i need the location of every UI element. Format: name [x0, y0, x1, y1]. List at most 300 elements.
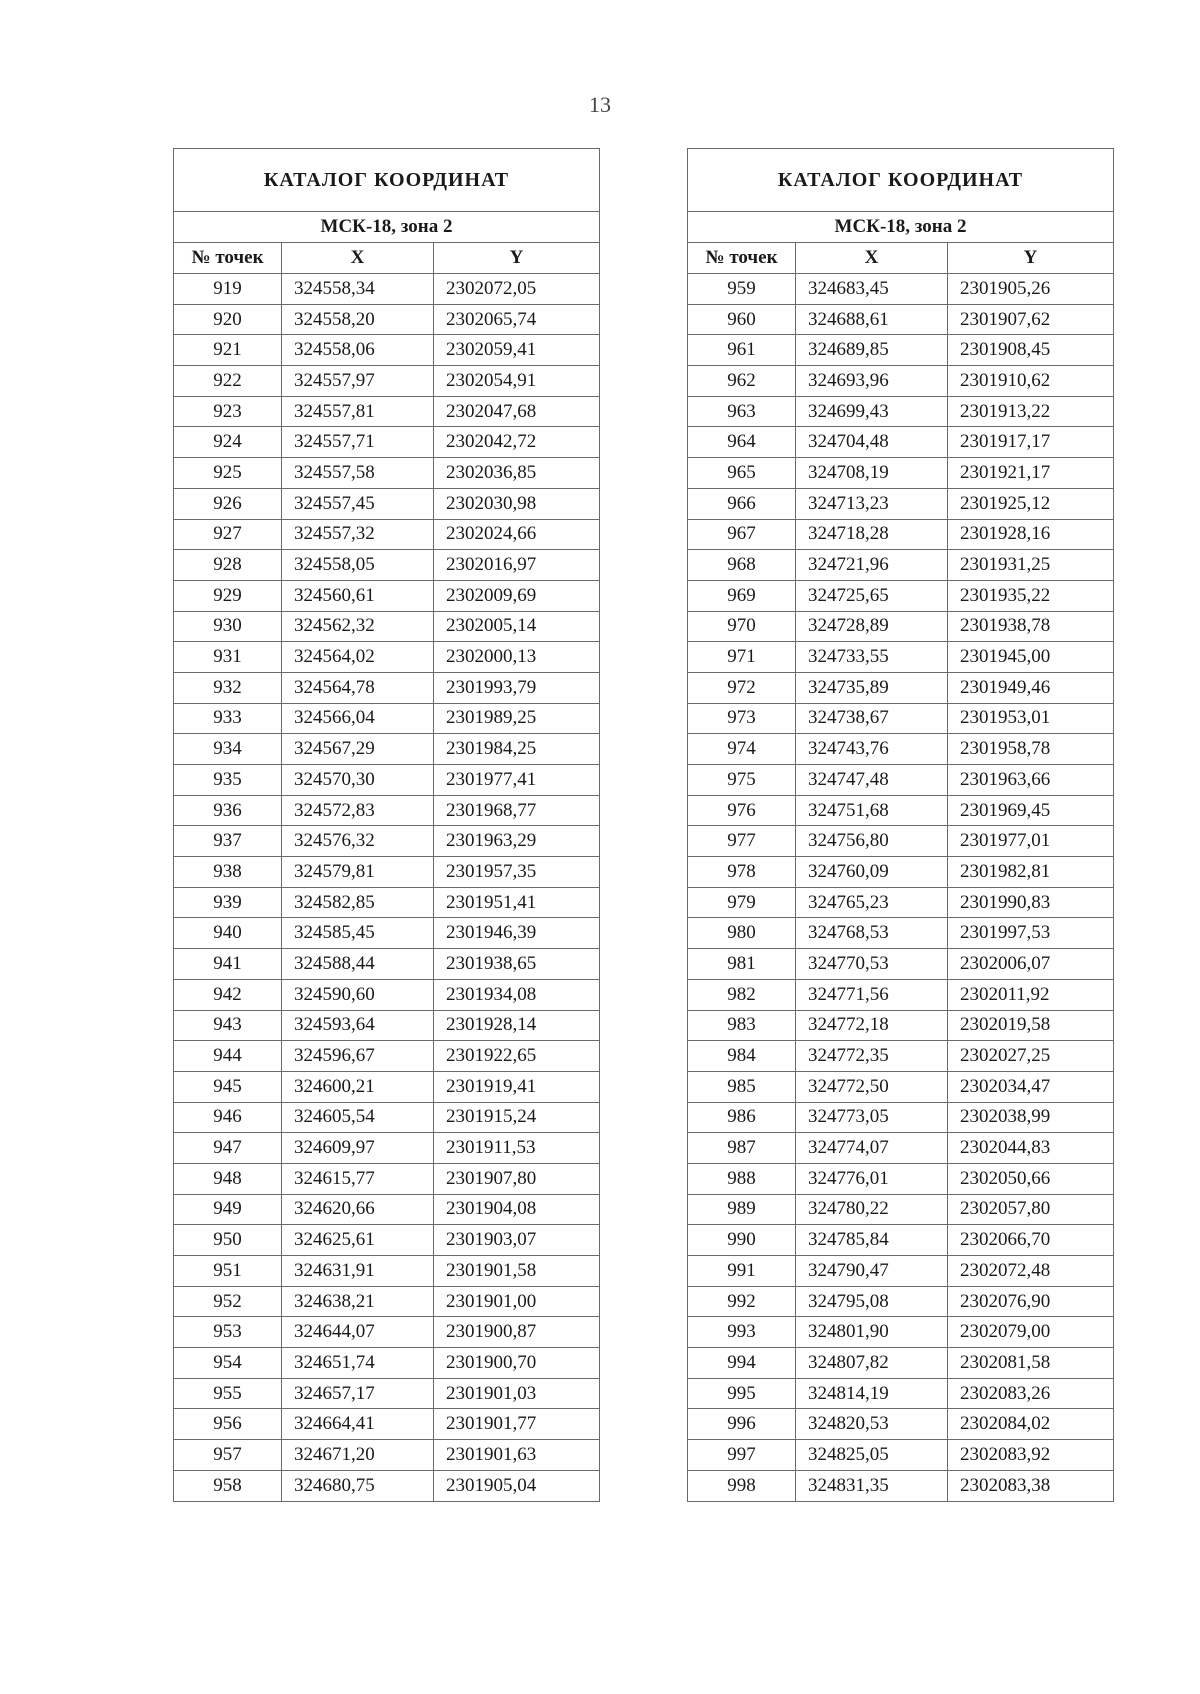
x-coordinate-cell: 324558,34 — [282, 274, 434, 305]
y-coordinate-cell: 2301925,12 — [948, 488, 1114, 519]
x-coordinate-cell: 324689,85 — [796, 335, 948, 366]
point-number-cell: 956 — [174, 1409, 282, 1440]
x-coordinate-cell: 324693,96 — [796, 366, 948, 397]
table-row — [174, 672, 600, 703]
table-row — [688, 642, 1114, 673]
table-row — [174, 519, 600, 550]
table-row — [688, 1470, 1114, 1501]
table-row — [688, 335, 1114, 366]
x-coordinate-cell: 324772,50 — [796, 1071, 948, 1102]
y-coordinate-cell: 2302019,58 — [948, 1010, 1114, 1041]
point-number-cell: 989 — [688, 1194, 796, 1225]
table-row — [174, 765, 600, 796]
y-coordinate-cell: 2301904,08 — [434, 1194, 600, 1225]
table-row — [688, 519, 1114, 550]
coordinate-catalog-right — [687, 148, 1114, 1502]
x-coordinate-cell: 324564,78 — [282, 672, 434, 703]
point-number-cell: 921 — [174, 335, 282, 366]
point-number-cell: 953 — [174, 1317, 282, 1348]
table-row — [174, 1194, 600, 1225]
point-number-cell: 970 — [688, 611, 796, 642]
y-coordinate-cell: 2301919,41 — [434, 1071, 600, 1102]
table-row — [174, 396, 600, 427]
table-row — [688, 458, 1114, 489]
table-row — [688, 887, 1114, 918]
y-coordinate-cell: 2302076,90 — [948, 1286, 1114, 1317]
point-number-cell: 936 — [174, 795, 282, 826]
y-coordinate-cell: 2301901,00 — [434, 1286, 600, 1317]
table-row — [688, 857, 1114, 888]
y-coordinate-cell: 2302083,38 — [948, 1470, 1114, 1501]
y-coordinate-cell: 2302057,80 — [948, 1194, 1114, 1225]
y-coordinate-cell: 2302044,83 — [948, 1133, 1114, 1164]
x-coordinate-cell: 324615,77 — [282, 1163, 434, 1194]
point-number-cell: 993 — [688, 1317, 796, 1348]
x-coordinate-cell: 324795,08 — [796, 1286, 948, 1317]
x-coordinate-cell: 324774,07 — [796, 1133, 948, 1164]
table-row — [174, 857, 600, 888]
point-number-cell: 981 — [688, 949, 796, 980]
y-coordinate-cell: 2301963,29 — [434, 826, 600, 857]
y-coordinate-cell: 2302072,05 — [434, 274, 600, 305]
point-number-cell: 952 — [174, 1286, 282, 1317]
y-coordinate-cell: 2302081,58 — [948, 1348, 1114, 1379]
point-number-cell: 983 — [688, 1010, 796, 1041]
y-coordinate-cell: 2301931,25 — [948, 550, 1114, 581]
point-number-cell: 988 — [688, 1163, 796, 1194]
x-coordinate-cell: 324807,82 — [796, 1348, 948, 1379]
x-coordinate-cell: 324579,81 — [282, 857, 434, 888]
point-number-cell: 941 — [174, 949, 282, 980]
point-number-cell: 919 — [174, 274, 282, 305]
table-row — [688, 1194, 1114, 1225]
point-number-cell: 975 — [688, 765, 796, 796]
table-row — [174, 979, 600, 1010]
table-row — [688, 366, 1114, 397]
point-number-cell: 996 — [688, 1409, 796, 1440]
x-coordinate-cell: 324771,56 — [796, 979, 948, 1010]
y-coordinate-cell: 2302042,72 — [434, 427, 600, 458]
y-coordinate-cell: 2301901,03 — [434, 1378, 600, 1409]
table-row — [174, 1102, 600, 1133]
point-number-cell: 958 — [174, 1470, 282, 1501]
table-row — [174, 274, 600, 305]
y-coordinate-cell: 2302024,66 — [434, 519, 600, 550]
table-row — [174, 1225, 600, 1256]
table-row — [688, 949, 1114, 980]
table-row — [688, 703, 1114, 734]
y-coordinate-cell: 2302036,85 — [434, 458, 600, 489]
table-row — [688, 1286, 1114, 1317]
x-coordinate-cell: 324738,67 — [796, 703, 948, 734]
y-coordinate-cell: 2302016,97 — [434, 550, 600, 581]
x-coordinate-cell: 324620,66 — [282, 1194, 434, 1225]
table-row — [174, 1041, 600, 1072]
x-coordinate-cell: 324768,53 — [796, 918, 948, 949]
point-number-cell: 972 — [688, 672, 796, 703]
point-number-cell: 947 — [174, 1133, 282, 1164]
x-coordinate-cell: 324664,41 — [282, 1409, 434, 1440]
point-number-cell: 991 — [688, 1256, 796, 1287]
y-coordinate-cell: 2302066,70 — [948, 1225, 1114, 1256]
y-coordinate-cell: 2302054,91 — [434, 366, 600, 397]
x-coordinate-cell: 324588,44 — [282, 949, 434, 980]
y-coordinate-cell: 2301911,53 — [434, 1133, 600, 1164]
y-coordinate-cell: 2302083,92 — [948, 1440, 1114, 1471]
y-coordinate-cell: 2301977,41 — [434, 765, 600, 796]
catalog-title: КАТАЛОГ КООРДИНАТ — [174, 149, 600, 212]
point-number-cell: 997 — [688, 1440, 796, 1471]
table-row — [688, 1348, 1114, 1379]
y-coordinate-cell: 2301990,83 — [948, 887, 1114, 918]
column-header-y: Y — [434, 243, 600, 274]
x-coordinate-cell: 324718,28 — [796, 519, 948, 550]
y-coordinate-cell: 2302059,41 — [434, 335, 600, 366]
x-coordinate-cell: 324558,06 — [282, 335, 434, 366]
catalog-rows — [688, 274, 1114, 1502]
table-row — [174, 1010, 600, 1041]
x-coordinate-cell: 324625,61 — [282, 1225, 434, 1256]
point-number-cell: 948 — [174, 1163, 282, 1194]
point-number-cell: 982 — [688, 979, 796, 1010]
x-coordinate-cell: 324728,89 — [796, 611, 948, 642]
point-number-cell: 959 — [688, 274, 796, 305]
y-coordinate-cell: 2302027,25 — [948, 1041, 1114, 1072]
point-number-cell: 960 — [688, 304, 796, 335]
table-row — [688, 580, 1114, 611]
point-number-cell: 963 — [688, 396, 796, 427]
point-number-cell: 990 — [688, 1225, 796, 1256]
y-coordinate-cell: 2301997,53 — [948, 918, 1114, 949]
x-coordinate-cell: 324570,30 — [282, 765, 434, 796]
x-coordinate-cell: 324600,21 — [282, 1071, 434, 1102]
point-number-cell: 964 — [688, 427, 796, 458]
x-coordinate-cell: 324657,17 — [282, 1378, 434, 1409]
x-coordinate-cell: 324747,48 — [796, 765, 948, 796]
point-number-cell: 935 — [174, 765, 282, 796]
y-coordinate-cell: 2301913,22 — [948, 396, 1114, 427]
point-number-cell: 951 — [174, 1256, 282, 1287]
x-coordinate-cell: 324596,67 — [282, 1041, 434, 1072]
point-number-cell: 924 — [174, 427, 282, 458]
x-coordinate-cell: 324825,05 — [796, 1440, 948, 1471]
point-number-cell: 938 — [174, 857, 282, 888]
x-coordinate-cell: 324680,75 — [282, 1470, 434, 1501]
x-coordinate-cell: 324567,29 — [282, 734, 434, 765]
page-number: 13 — [589, 92, 611, 117]
table-row — [688, 274, 1114, 305]
table-row — [688, 1010, 1114, 1041]
table-row — [174, 1348, 600, 1379]
y-coordinate-cell: 2301968,77 — [434, 795, 600, 826]
point-number-cell: 922 — [174, 366, 282, 397]
y-coordinate-cell: 2301901,77 — [434, 1409, 600, 1440]
table-row — [174, 1256, 600, 1287]
x-coordinate-cell: 324605,54 — [282, 1102, 434, 1133]
coordinate-catalog-left — [173, 148, 600, 1502]
y-coordinate-cell: 2301900,70 — [434, 1348, 600, 1379]
y-coordinate-cell: 2301993,79 — [434, 672, 600, 703]
table-row — [174, 918, 600, 949]
x-coordinate-cell: 324564,02 — [282, 642, 434, 673]
table-row — [688, 1256, 1114, 1287]
table-row — [174, 1317, 600, 1348]
table-row — [688, 1163, 1114, 1194]
table-row — [688, 611, 1114, 642]
y-coordinate-cell: 2302034,47 — [948, 1071, 1114, 1102]
point-number-cell: 923 — [174, 396, 282, 427]
x-coordinate-cell: 324772,18 — [796, 1010, 948, 1041]
point-number-cell: 954 — [174, 1348, 282, 1379]
table-row — [174, 1409, 600, 1440]
column-header-point-number: № точек — [174, 243, 282, 274]
point-number-cell: 986 — [688, 1102, 796, 1133]
y-coordinate-cell: 2301946,39 — [434, 918, 600, 949]
point-number-cell: 925 — [174, 458, 282, 489]
x-coordinate-cell: 324557,97 — [282, 366, 434, 397]
x-coordinate-cell: 324820,53 — [796, 1409, 948, 1440]
point-number-cell: 987 — [688, 1133, 796, 1164]
table-row — [688, 396, 1114, 427]
y-coordinate-cell: 2301938,78 — [948, 611, 1114, 642]
x-coordinate-cell: 324566,04 — [282, 703, 434, 734]
x-coordinate-cell: 324801,90 — [796, 1317, 948, 1348]
table-row — [688, 1133, 1114, 1164]
table-row — [174, 1163, 600, 1194]
point-number-cell: 976 — [688, 795, 796, 826]
point-number-cell: 934 — [174, 734, 282, 765]
table-row — [174, 427, 600, 458]
y-coordinate-cell: 2301907,80 — [434, 1163, 600, 1194]
x-coordinate-cell: 324593,64 — [282, 1010, 434, 1041]
y-coordinate-cell: 2302083,26 — [948, 1378, 1114, 1409]
table-row — [688, 1225, 1114, 1256]
y-coordinate-cell: 2302006,07 — [948, 949, 1114, 980]
x-coordinate-cell: 324590,60 — [282, 979, 434, 1010]
point-number-cell: 927 — [174, 519, 282, 550]
x-coordinate-cell: 324688,61 — [796, 304, 948, 335]
point-number-cell: 928 — [174, 550, 282, 581]
table-row — [174, 795, 600, 826]
y-coordinate-cell: 2302072,48 — [948, 1256, 1114, 1287]
y-coordinate-cell: 2302000,13 — [434, 642, 600, 673]
y-coordinate-cell: 2302065,74 — [434, 304, 600, 335]
x-coordinate-cell: 324562,32 — [282, 611, 434, 642]
table-row — [174, 580, 600, 611]
y-coordinate-cell: 2302030,98 — [434, 488, 600, 519]
y-coordinate-cell: 2302047,68 — [434, 396, 600, 427]
point-number-cell: 950 — [174, 1225, 282, 1256]
table-row — [174, 949, 600, 980]
x-coordinate-cell: 324631,91 — [282, 1256, 434, 1287]
x-coordinate-cell: 324721,96 — [796, 550, 948, 581]
x-coordinate-cell: 324557,32 — [282, 519, 434, 550]
y-coordinate-cell: 2301908,45 — [948, 335, 1114, 366]
point-number-cell: 967 — [688, 519, 796, 550]
point-number-cell: 984 — [688, 1041, 796, 1072]
x-coordinate-cell: 324776,01 — [796, 1163, 948, 1194]
x-coordinate-cell: 324708,19 — [796, 458, 948, 489]
table-row — [174, 1286, 600, 1317]
y-coordinate-cell: 2301958,78 — [948, 734, 1114, 765]
point-number-cell: 939 — [174, 887, 282, 918]
point-number-cell: 992 — [688, 1286, 796, 1317]
point-number-cell: 994 — [688, 1348, 796, 1379]
y-coordinate-cell: 2301921,17 — [948, 458, 1114, 489]
table-row — [688, 672, 1114, 703]
point-number-cell: 942 — [174, 979, 282, 1010]
y-coordinate-cell: 2301905,04 — [434, 1470, 600, 1501]
y-coordinate-cell: 2301903,07 — [434, 1225, 600, 1256]
table-row — [688, 765, 1114, 796]
table-row — [688, 488, 1114, 519]
table-row — [174, 887, 600, 918]
x-coordinate-cell: 324743,76 — [796, 734, 948, 765]
table-row — [174, 1470, 600, 1501]
y-coordinate-cell: 2301953,01 — [948, 703, 1114, 734]
point-number-cell: 973 — [688, 703, 796, 734]
point-number-cell: 932 — [174, 672, 282, 703]
column-header-x: X — [796, 243, 948, 274]
table-row — [174, 1378, 600, 1409]
column-header-point-number: № точек — [688, 243, 796, 274]
table-row — [688, 1378, 1114, 1409]
point-number-cell: 933 — [174, 703, 282, 734]
y-coordinate-cell: 2301945,00 — [948, 642, 1114, 673]
point-number-cell: 965 — [688, 458, 796, 489]
y-coordinate-cell: 2301963,66 — [948, 765, 1114, 796]
table-row — [174, 826, 600, 857]
y-coordinate-cell: 2301969,45 — [948, 795, 1114, 826]
x-coordinate-cell: 324751,68 — [796, 795, 948, 826]
x-coordinate-cell: 324760,09 — [796, 857, 948, 888]
point-number-cell: 974 — [688, 734, 796, 765]
point-number-cell: 961 — [688, 335, 796, 366]
y-coordinate-cell: 2301951,41 — [434, 887, 600, 918]
point-number-cell: 980 — [688, 918, 796, 949]
point-number-cell: 943 — [174, 1010, 282, 1041]
table-row — [174, 304, 600, 335]
x-coordinate-cell: 324814,19 — [796, 1378, 948, 1409]
table-row — [174, 458, 600, 489]
y-coordinate-cell: 2302009,69 — [434, 580, 600, 611]
point-number-cell: 946 — [174, 1102, 282, 1133]
x-coordinate-cell: 324557,45 — [282, 488, 434, 519]
x-coordinate-cell: 324582,85 — [282, 887, 434, 918]
x-coordinate-cell: 324557,71 — [282, 427, 434, 458]
table-row — [174, 550, 600, 581]
point-number-cell: 957 — [174, 1440, 282, 1471]
table-row — [688, 427, 1114, 458]
x-coordinate-cell: 324785,84 — [796, 1225, 948, 1256]
x-coordinate-cell: 324725,65 — [796, 580, 948, 611]
table-row — [688, 734, 1114, 765]
y-coordinate-cell: 2302079,00 — [948, 1317, 1114, 1348]
point-number-cell: 995 — [688, 1378, 796, 1409]
x-coordinate-cell: 324831,35 — [796, 1470, 948, 1501]
table-row — [688, 1317, 1114, 1348]
y-coordinate-cell: 2301938,65 — [434, 949, 600, 980]
y-coordinate-cell: 2301928,14 — [434, 1010, 600, 1041]
point-number-cell: 940 — [174, 918, 282, 949]
y-coordinate-cell: 2301984,25 — [434, 734, 600, 765]
table-row — [688, 1102, 1114, 1133]
point-number-cell: 968 — [688, 550, 796, 581]
x-coordinate-cell: 324733,55 — [796, 642, 948, 673]
point-number-cell: 969 — [688, 580, 796, 611]
point-number-cell: 931 — [174, 642, 282, 673]
table-row — [688, 795, 1114, 826]
table-row — [174, 1133, 600, 1164]
table-row — [174, 703, 600, 734]
point-number-cell: 962 — [688, 366, 796, 397]
x-coordinate-cell: 324780,22 — [796, 1194, 948, 1225]
y-coordinate-cell: 2302050,66 — [948, 1163, 1114, 1194]
y-coordinate-cell: 2301949,46 — [948, 672, 1114, 703]
x-coordinate-cell: 324765,23 — [796, 887, 948, 918]
x-coordinate-cell: 324585,45 — [282, 918, 434, 949]
table-row — [174, 734, 600, 765]
x-coordinate-cell: 324557,58 — [282, 458, 434, 489]
y-coordinate-cell: 2301901,58 — [434, 1256, 600, 1287]
table-row — [688, 979, 1114, 1010]
table-row — [174, 488, 600, 519]
x-coordinate-cell: 324772,35 — [796, 1041, 948, 1072]
point-number-cell: 955 — [174, 1378, 282, 1409]
catalog-rows — [174, 274, 600, 1502]
y-coordinate-cell: 2301900,87 — [434, 1317, 600, 1348]
y-coordinate-cell: 2302011,92 — [948, 979, 1114, 1010]
x-coordinate-cell: 324683,45 — [796, 274, 948, 305]
point-number-cell: 978 — [688, 857, 796, 888]
y-coordinate-cell: 2302038,99 — [948, 1102, 1114, 1133]
x-coordinate-cell: 324609,97 — [282, 1133, 434, 1164]
x-coordinate-cell: 324651,74 — [282, 1348, 434, 1379]
table-row — [688, 918, 1114, 949]
point-number-cell: 949 — [174, 1194, 282, 1225]
y-coordinate-cell: 2301917,17 — [948, 427, 1114, 458]
y-coordinate-cell: 2301934,08 — [434, 979, 600, 1010]
table-row — [174, 642, 600, 673]
x-coordinate-cell: 324560,61 — [282, 580, 434, 611]
x-coordinate-cell: 324638,21 — [282, 1286, 434, 1317]
x-coordinate-cell: 324572,83 — [282, 795, 434, 826]
point-number-cell: 977 — [688, 826, 796, 857]
catalog-subtitle: МСК-18, зона 2 — [174, 212, 600, 243]
y-coordinate-cell: 2301977,01 — [948, 826, 1114, 857]
y-coordinate-cell: 2301957,35 — [434, 857, 600, 888]
table-row — [174, 335, 600, 366]
point-number-cell: 945 — [174, 1071, 282, 1102]
x-coordinate-cell: 324770,53 — [796, 949, 948, 980]
table-row — [688, 1440, 1114, 1471]
catalog-title: КАТАЛОГ КООРДИНАТ — [688, 149, 1114, 212]
y-coordinate-cell: 2301922,65 — [434, 1041, 600, 1072]
x-coordinate-cell: 324557,81 — [282, 396, 434, 427]
y-coordinate-cell: 2301989,25 — [434, 703, 600, 734]
point-number-cell: 920 — [174, 304, 282, 335]
x-coordinate-cell: 324644,07 — [282, 1317, 434, 1348]
y-coordinate-cell: 2301901,63 — [434, 1440, 600, 1471]
point-number-cell: 966 — [688, 488, 796, 519]
table-row — [174, 366, 600, 397]
y-coordinate-cell: 2302005,14 — [434, 611, 600, 642]
point-number-cell: 944 — [174, 1041, 282, 1072]
y-coordinate-cell: 2301935,22 — [948, 580, 1114, 611]
point-number-cell: 971 — [688, 642, 796, 673]
y-coordinate-cell: 2301928,16 — [948, 519, 1114, 550]
y-coordinate-cell: 2301915,24 — [434, 1102, 600, 1133]
